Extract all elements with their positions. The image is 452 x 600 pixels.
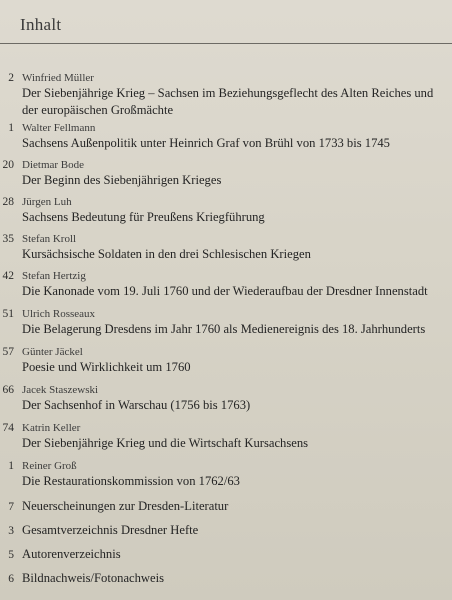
entry-title: Der Beginn des Siebenjährigen Krieges bbox=[22, 173, 222, 187]
entry-page-number: 28 bbox=[2, 196, 14, 208]
entry-page-number: 1 bbox=[8, 460, 14, 472]
entry-author: Jürgen Luh bbox=[22, 196, 72, 208]
entry-page-number: 51 bbox=[2, 308, 14, 320]
entry-title: Die Belagerung Dresdens im Jahr 1760 als Medienereignis des 18. Jahrhunderts bbox=[22, 322, 426, 336]
entry-title: Der Siebenjährige Krieg – Sachsen im Beziehungsgeflecht des Alten Reiches und der europäischen Großmächte bbox=[22, 86, 434, 117]
entry-page-number: 74 bbox=[2, 422, 14, 434]
entry-title: Autorenverzeichnis bbox=[22, 547, 121, 561]
entry-author: Katrin Keller bbox=[22, 422, 81, 434]
entry-page-number: 1 bbox=[8, 122, 14, 134]
entry-author: Stefan Kroll bbox=[22, 233, 77, 245]
entry-title: Die Restaurationskommission von 1762/63 bbox=[22, 474, 240, 488]
entry-page-number: 35 bbox=[2, 233, 14, 245]
entry-title: Sachsens Außenpolitik unter Heinrich Graf von Brühl von 1733 bis 1745 bbox=[22, 136, 390, 150]
heading-rule bbox=[0, 43, 452, 44]
entry-page-number: 57 bbox=[2, 346, 14, 358]
toc-heading: Inhalt bbox=[20, 15, 62, 34]
entry-page-number: 66 bbox=[2, 384, 14, 396]
entry-page-number: 20 bbox=[2, 159, 14, 171]
entry-title: Der Siebenjährige Krieg und die Wirtschaft Kursachsens bbox=[22, 436, 309, 450]
entry-author: Ulrich Rosseaux bbox=[22, 308, 96, 320]
entry-page-number: 42 bbox=[2, 270, 14, 282]
entry-page-number: 2 bbox=[8, 72, 14, 84]
entry-page-number: 3 bbox=[8, 525, 14, 537]
entry-author: Stefan Hertzig bbox=[22, 270, 86, 282]
entry-title: Kursächsische Soldaten in den drei Schlesischen Kriegen bbox=[22, 247, 311, 261]
entry-author: Jacek Staszewski bbox=[22, 384, 99, 396]
entry-title: Poesie und Wirklichkeit um 1760 bbox=[22, 360, 191, 374]
entry-title: Sachsens Bedeutung für Preußens Kriegführung bbox=[22, 210, 265, 224]
entry-title: Gesamtverzeichnis Dresdner Hefte bbox=[22, 523, 199, 537]
entry-page-number: 5 bbox=[8, 549, 14, 561]
entry-page-number: 6 bbox=[8, 573, 14, 585]
entry-author: Winfried Müller bbox=[22, 72, 94, 84]
entry-page-number: 7 bbox=[8, 501, 14, 513]
entry-title: Die Kanonade vom 19. Juli 1760 und der Wiederaufbau der Dresdner Innenstadt bbox=[22, 284, 428, 298]
entry-author: Reiner Groß bbox=[22, 460, 77, 472]
entry-title: Der Sachsenhof in Warschau (1756 bis 1763) bbox=[22, 398, 251, 412]
entry-author: Walter Fellmann bbox=[22, 122, 96, 134]
entry-title: Neuerscheinungen zur Dresden-Literatur bbox=[22, 499, 229, 513]
entry-title: Bildnachweis/Fotonachweis bbox=[22, 571, 165, 585]
entry-author: Günter Jäckel bbox=[22, 346, 83, 358]
entry-author: Dietmar Bode bbox=[22, 159, 85, 171]
